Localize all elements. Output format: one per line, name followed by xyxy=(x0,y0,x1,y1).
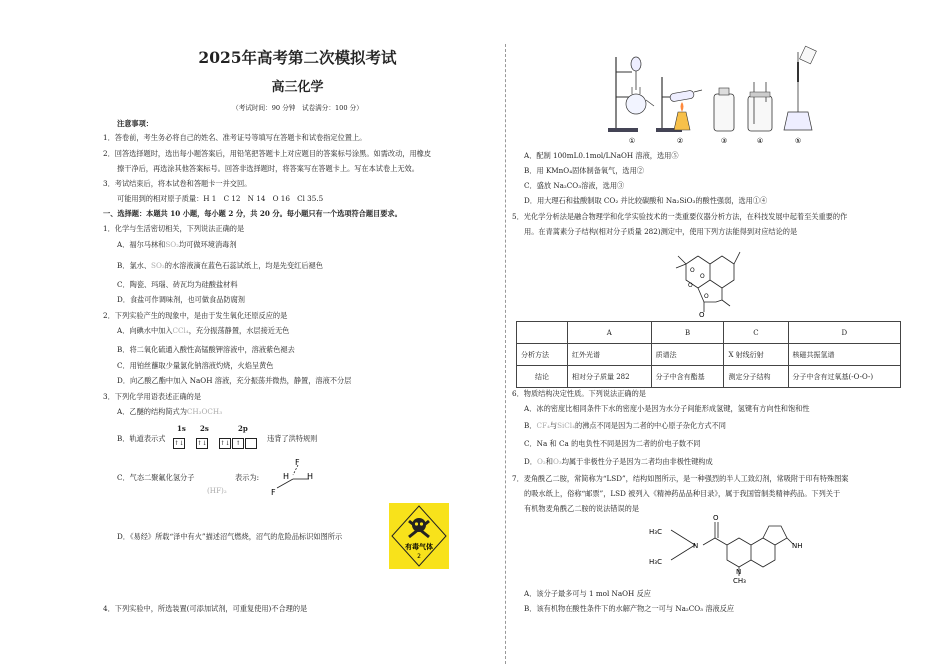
q3-option-b-suffix: 违背了洪特规则 xyxy=(267,434,318,443)
hf-dimer-structure xyxy=(265,455,325,497)
apparatus-label: ③ xyxy=(720,137,728,145)
q7-stem-line2: 的吸水纸上，俗称“邮票”，LSD 被列入《精神药品品种目录》，属于我国管制类精神药品。下列关于 xyxy=(524,489,841,498)
atom-label: F xyxy=(295,458,300,467)
exam-info: （考试时间：90 分钟 试卷满分：100 分） xyxy=(232,104,363,112)
table-cell: 核磁共振氢谱 xyxy=(788,344,901,366)
artemisinin-structure xyxy=(670,238,760,318)
orbital-diagram xyxy=(173,433,258,452)
lsd-structure xyxy=(647,512,817,584)
skull-crossbones-icon xyxy=(389,503,449,569)
table-cell: 质谱法 xyxy=(651,344,724,366)
orbital-box: ↑↓ xyxy=(220,440,231,447)
atom-label: H xyxy=(307,472,314,481)
atom-label: O xyxy=(700,273,705,280)
left-column xyxy=(95,0,500,672)
warning-class: 2 xyxy=(417,553,421,560)
apparatus-2 xyxy=(656,77,702,132)
q3-option-c-formula: (HF)₂ xyxy=(207,486,227,495)
q5-options-table xyxy=(516,321,901,388)
apparatus-label: ④ xyxy=(756,137,764,145)
q1-stem: 1．化学与生活密切相关，下列说法正确的是 xyxy=(103,224,245,233)
table-cell: 红外光谱 xyxy=(568,344,652,366)
group-label: H₃C xyxy=(649,558,662,566)
orbital-label-1s: 1s xyxy=(177,424,186,433)
table-row xyxy=(517,344,901,366)
atom-label: O xyxy=(713,514,719,522)
group-label: NH xyxy=(792,542,803,550)
atom-label: O xyxy=(699,311,705,318)
notes-heading: 注意事项： xyxy=(117,119,153,128)
note-item: 可能用到的相对原子质量：H 1 C 12 N 14 O 16 Cl 35.5 xyxy=(117,194,324,203)
orbital-box: ↑ xyxy=(232,438,244,449)
table-row-label: 分析方法 xyxy=(517,344,568,366)
q3-option-c-prefix: C．气态二聚氟化氢分子 xyxy=(117,473,195,482)
q6-stem: 6．物质结构决定性质。下列说法正确的是 xyxy=(512,389,646,398)
table-cell: 分子中含有酯基 xyxy=(651,366,724,388)
atom-label: F xyxy=(271,488,276,497)
exam-title: 2025年高考第二次模拟考试 xyxy=(198,48,397,67)
apparatus-label: ⑤ xyxy=(794,137,802,145)
apparatus-3 xyxy=(714,88,734,131)
q7-stem-line3: 有机物麦角酰乙二胺的说法错误的是 xyxy=(524,504,640,513)
table-cell: 相对分子质量 282 xyxy=(568,366,652,388)
table-cell: X 射线衍射 xyxy=(724,344,788,366)
atom-label: O xyxy=(704,293,709,300)
q2-stem: 2．下列实验产生的现象中，是由于发生氧化还原反应的是 xyxy=(103,311,288,320)
table-row xyxy=(517,322,901,344)
orbital-label-2s: 2s xyxy=(200,424,209,433)
table-header: A xyxy=(568,322,652,344)
subject-title: 高三化学 xyxy=(271,80,324,95)
q5-stem-line1: 5．光化学分析法是融合物理学和化学实验技术的一类重要仪器分析方法，在科技发展中起着至关重要的作 xyxy=(512,212,848,221)
table-header: C xyxy=(724,322,788,344)
q4-option-a: A．配制 100mL0.1mol/LNaOH 溶液，选用⑤ xyxy=(524,151,679,160)
apparatus-figure xyxy=(602,42,822,147)
note-item: 2．回答选择题时，选出每小题答案后，用铅笔把答题卡上对应题目的答案标号涂黑。如需改动，用橡皮 xyxy=(103,149,432,158)
orbital-box: ↑↓ xyxy=(197,440,208,447)
apparatus-5 xyxy=(784,46,816,130)
q3-option-d: D．《易经》所载“泽中有火”描述沼气燃烧，沼气的危险品标识如图所示 xyxy=(117,532,343,541)
group-label: CH₃ xyxy=(733,577,746,584)
table-row xyxy=(517,366,901,388)
q3-stem: 3．下列化学用语表述正确的是 xyxy=(103,392,202,401)
table-header: B xyxy=(651,322,724,344)
q7-stem-line1: 7．麦角酰乙二胺，常简称为“LSD”，结构如图所示，是一种强烈的半人工致幻剂，常吸附于印有特殊图案 xyxy=(512,474,849,483)
group-label: H₃C xyxy=(649,528,662,536)
atom-label: H xyxy=(283,472,290,481)
q5-stem-line2: 用。在青蒿素分子结构(相对分子质量 282)测定中，使用下列方法能得到对应结论的是 xyxy=(524,227,798,236)
q6-option-a: A．冰的密度比相同条件下水的密度小是因为水分子间能形成氢键，氢键有方向性和饱和性 xyxy=(524,404,810,413)
atom-label: O xyxy=(688,282,693,289)
apparatus-1 xyxy=(608,57,654,132)
orbital-label-2p: 2p xyxy=(238,424,248,433)
q7-option-a: A．该分子最多可与 1 mol NaOH 反应 xyxy=(524,589,651,598)
orbital-box: ↑↓ xyxy=(174,440,185,447)
q3-option-b-prefix: B．轨道表示式 xyxy=(117,434,166,443)
q6-option-b: B．CF₄与SiCl₄的沸点不同是因为二者的中心原子杂化方式不同 xyxy=(524,421,726,430)
table-cell: 分子中含有过氧基(-O-O-) xyxy=(788,366,901,388)
q1-option-c: C．陶瓷、玛瑙、砖瓦均为硅酸盐材料 xyxy=(117,280,238,289)
table-cell xyxy=(517,322,568,344)
q2-option-c: C．用铂丝蘸取少量氯化钠溶液灼烧，火焰呈黄色 xyxy=(117,361,274,370)
q4-stem: 4．下列实验中，所选装置(可添加试剂，可重复使用)不合理的是 xyxy=(103,604,308,613)
q2-option-a: A．向碘水中加入CCl₄，充分振荡静置，水层接近无色 xyxy=(117,326,290,335)
right-column xyxy=(512,0,912,672)
q2-option-d: D．向乙酸乙酯中加入 NaOH 溶液，充分振荡并微热，静置，溶液不分层 xyxy=(117,376,352,385)
q4-option-b: B．用 KMnO₄固体制备氧气，选用② xyxy=(524,166,644,175)
q3-option-c-suffix: 表示为: xyxy=(235,473,259,482)
apparatus-label: ② xyxy=(676,137,684,145)
q1-option-a: A．福尔马林和SO₂均可做环境消毒剂 xyxy=(117,240,237,249)
q6-option-c: C．Na 和 Ca 的电负性不同是因为二者的价电子数不同 xyxy=(524,439,701,448)
q2-option-b: B．将二氧化硫通入酸性高锰酸钾溶液中，溶液紫色褪去 xyxy=(117,345,295,354)
note-item: 擦干净后，再选涂其他答案标号。回答非选择题时，将答案写在答题卡上。写在本试卷上无效。 xyxy=(117,164,419,173)
apparatus-label: ① xyxy=(628,137,636,145)
table-row-label: 结论 xyxy=(517,366,568,388)
orbital-box xyxy=(245,438,257,449)
table-cell: 测定分子结构 xyxy=(724,366,788,388)
note-item: 1．答卷前，考生务必将自己的姓名、准考证号等填写在答题卡和试卷指定位置上。 xyxy=(103,133,367,142)
q4-option-d: D．用大理石和盐酸制取 CO₂ 并比较碳酸和 Na₂SiO₃的酸性强弱，选用①④ xyxy=(524,196,768,205)
q7-option-b: B．该有机物在酸性条件下的水解产物之一可与 Na₂CO₃ 溶液反应 xyxy=(524,604,735,613)
note-item: 3．考试结束后，将本试卷和答题卡一并交回。 xyxy=(103,179,252,188)
q1-option-d: D．食盐可作调味剂，也可做食品防腐剂 xyxy=(117,295,245,304)
atom-label: N xyxy=(693,542,699,550)
column-divider xyxy=(505,44,506,664)
q4-option-c: C．盛放 Na₂CO₃溶液，选用③ xyxy=(524,181,625,190)
atom-label: O xyxy=(690,267,695,274)
atom-label: N xyxy=(736,568,742,576)
apparatus-4 xyxy=(748,82,772,131)
section-heading: 一、选择题：本题共 10 小题，每小题 2 分，共 20 分。每小题只有一个选项符合题目要求。 xyxy=(103,209,402,218)
q3-option-a: A．乙醚的结构简式为CH₃OCH₃ xyxy=(117,407,223,416)
warning-label: 有毒气体 xyxy=(405,543,433,551)
q6-option-d: D．O₂和O₃均属于非极性分子是因为二者均由非极性键构成 xyxy=(524,457,713,466)
table-header: D xyxy=(788,322,901,344)
toxic-gas-warning-sign xyxy=(389,503,449,569)
q1-option-b: B．氯水、SO₂的水溶液滴在蓝色石蕊试纸上，均是先变红后褪色 xyxy=(117,261,323,270)
